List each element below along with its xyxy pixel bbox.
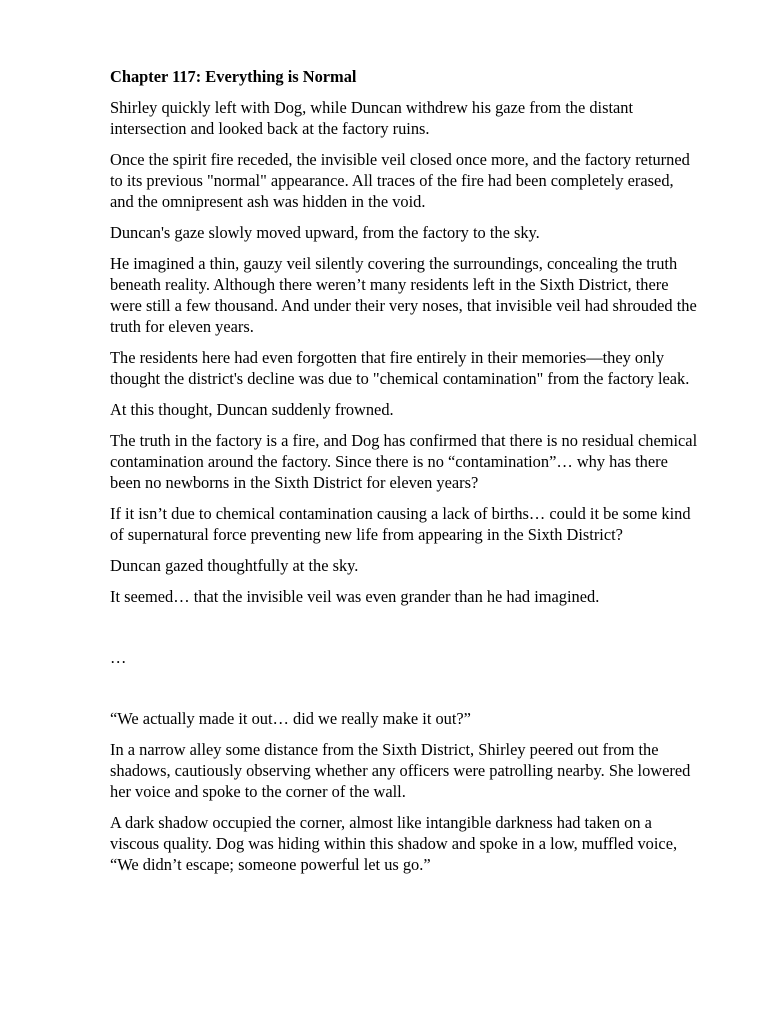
paragraph: The truth in the factory is a fire, and Dog has confirmed that there is no residual chemical contamination around the factory. Since there is no “contamination”… why has there been no newborns in the Sixth District for eleven years?	[110, 431, 698, 492]
paragraph: Duncan's gaze slowly moved upward, from the factory to the sky.	[110, 223, 540, 242]
paragraph: At this thought, Duncan suddenly frowned.	[110, 400, 394, 419]
paragraph: Duncan gazed thoughtfully at the sky.	[110, 556, 359, 575]
section-separator: …	[110, 648, 127, 667]
document-page	[110, 66, 700, 885]
paragraph: Once the spirit fire receded, the invisible veil closed once more, and the factory returned to its previous "normal" appearance. All traces of the fire had been completely erased, and the omnipresent ash was hidden in the void.	[110, 150, 690, 211]
paragraph: If it isn’t due to chemical contamination causing a lack of births… could it be some kind of supernatural force preventing new life from appearing in the Sixth District?	[110, 504, 691, 544]
paragraph: In a narrow alley some distance from the Sixth District, Shirley peered out from the shadows, cautiously observing whether any officers were patrolling nearby. She lowered her voice and spoke to the corner of the wall.	[110, 740, 691, 801]
paragraph: Shirley quickly left with Dog, while Duncan withdrew his gaze from the distant intersection and looked back at the factory ruins.	[110, 98, 634, 138]
paragraph: “We actually made it out… did we really make it out?”	[110, 709, 471, 728]
paragraph: It seemed… that the invisible veil was even grander than he had imagined.	[110, 587, 600, 606]
paragraph: He imagined a thin, gauzy veil silently covering the surroundings, concealing the truth beneath reality. Although there weren’t many residents left in the Sixth District, there were still a few thousand. And under their very noses, that invisible veil had shrouded the truth for eleven years.	[110, 254, 697, 336]
paragraph: A dark shadow occupied the corner, almost like intangible darkness had taken on a viscous quality. Dog was hiding within this shadow and spoke in a low, muffled voice, “We didn’t escape; someone powerful let us go.”	[110, 813, 678, 874]
paragraph: The residents here had even forgotten that fire entirely in their memories—they only thought the district's decline was due to "chemical contamination" from the factory leak.	[110, 348, 690, 388]
chapter-title: Chapter 117: Everything is Normal	[110, 67, 357, 86]
